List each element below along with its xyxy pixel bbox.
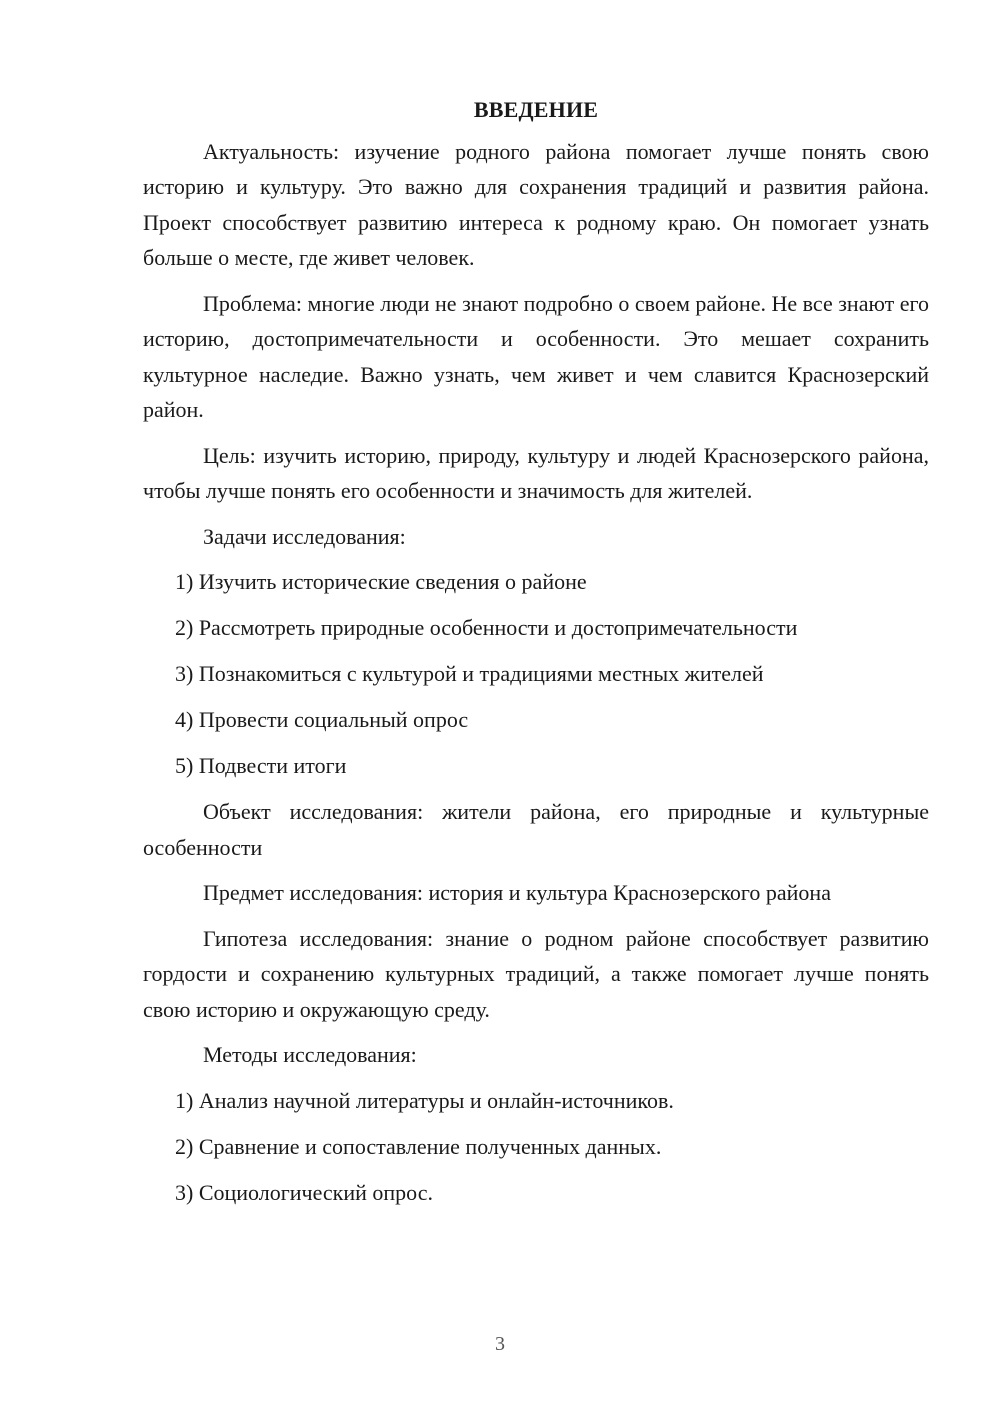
goal-paragraph: Цель: изучить историю, природу, культуру и людей Краснозерского района, чтобы лучше понять его особенности и значимость для жителей.	[143, 442, 929, 503]
tasks-heading: Задачи исследования:	[203, 523, 406, 549]
method-item: 2) Сравнение и сопоставление полученных данных.	[175, 1133, 662, 1159]
hypothesis-paragraph: Гипотеза исследования: знание о родном районе способствует развитию гордости и сохранению культурных традиций, а также помогает лучше понять свою историю и окружающую среду.	[143, 925, 929, 1022]
task-item: 2) Рассмотреть природные особенности и достопримечательности	[175, 615, 798, 640]
task-item: 1) Изучить исторические сведения о районе	[175, 569, 587, 594]
tasks-list	[143, 564, 929, 784]
object-paragraph: Объект исследования: жители района, его природные и культурные особенности	[143, 799, 929, 860]
method-item: 3) Социологический опрос.	[175, 1179, 433, 1205]
task-item: 4) Провести социальный опрос	[175, 707, 469, 732]
method-item: 1) Анализ научной литературы и онлайн-источников.	[175, 1087, 674, 1113]
methods-heading: Методы исследования:	[203, 1042, 417, 1067]
document-page	[143, 92, 929, 1221]
subject-paragraph: Предмет исследования: история и культура Краснозерского района	[203, 880, 831, 905]
document-title: ВВЕДЕНИЕ	[473, 97, 599, 122]
problem-paragraph: Проблема: многие люди не знают подробно о своем районе. Не все знают его историю, достопримечательности и особенности. Это мешает сохранить культурное наследие. Важно узнать, чем живет и чем славится Краснозерский район.	[143, 290, 929, 422]
task-item: 3) Познакомиться с культурой и традициями местных жителей	[175, 661, 764, 686]
task-item: 5) Подвести итоги	[175, 753, 347, 778]
relevance-paragraph: Актуальность: изучение родного района помогает лучше понять свою историю и культуру. Это важно для сохранения традиций и развития района. Проект способствует развитию интереса к родному краю. Он помогает узнать больше о месте, где живет человек.	[143, 138, 929, 270]
page-number: 3	[495, 1333, 505, 1355]
methods-list	[143, 1083, 929, 1211]
